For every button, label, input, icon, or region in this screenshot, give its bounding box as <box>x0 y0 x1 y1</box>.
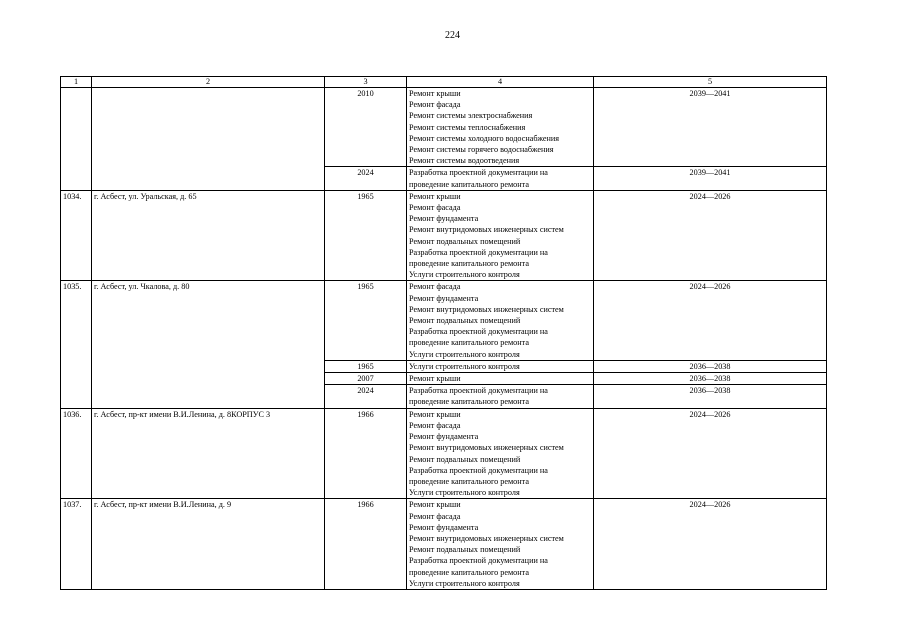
work-item: Ремонт системы теплоснабжения <box>409 122 526 132</box>
work-item: Ремонт подвальных помещений <box>409 316 521 326</box>
row-number: 1037. <box>61 499 92 590</box>
work-item: Разработка проектной документации на <box>409 327 548 337</box>
row-number: 1034. <box>61 190 92 281</box>
work-item: Ремонт фасада <box>409 282 461 292</box>
period-cell: 2024—2026 <box>594 190 827 281</box>
building-address <box>92 88 325 191</box>
table-row <box>61 408 827 499</box>
works-cell <box>407 190 594 281</box>
works-cell <box>407 385 594 408</box>
work-item: проведение капитального ремонта <box>409 259 529 269</box>
year-cell: 1966 <box>325 408 407 499</box>
row-number: 1036. <box>61 408 92 499</box>
row-number: 1035. <box>61 281 92 408</box>
works-cell <box>407 88 594 167</box>
work-item: Ремонт подвальных помещений <box>409 545 521 555</box>
work-item: проведение капитального ремонта <box>409 397 529 407</box>
building-address: г. Асбест, пр-кт имени В.И.Ленина, д. 9 <box>92 499 325 590</box>
work-item: проведение капитального ремонта <box>409 179 529 189</box>
work-item: Ремонт подвальных помещений <box>409 454 521 464</box>
period-cell: 2036—2038 <box>594 373 827 385</box>
building-address: г. Асбест, ул. Уральская, д. 65 <box>92 190 325 281</box>
header-col-1: 1 <box>61 77 92 88</box>
table-row <box>61 499 827 590</box>
work-item: Услуги строительного контроля <box>409 578 520 588</box>
work-item: Ремонт крыши <box>409 500 461 510</box>
year-cell: 1966 <box>325 499 407 590</box>
year-cell: 2024 <box>325 167 407 190</box>
table-row <box>61 281 827 360</box>
table-row <box>61 190 827 281</box>
header-col-2: 2 <box>92 77 325 88</box>
header-col-5: 5 <box>594 77 827 88</box>
table-header-row <box>61 77 827 88</box>
period-cell: 2024—2026 <box>594 281 827 360</box>
work-item: Разработка проектной документации на <box>409 247 548 257</box>
work-item: Ремонт фундамента <box>409 522 479 532</box>
work-item: Ремонт фасада <box>409 420 461 430</box>
work-item: Ремонт системы электроснабжения <box>409 111 533 121</box>
work-item: Ремонт фундамента <box>409 214 479 224</box>
period-cell: 2024—2026 <box>594 499 827 590</box>
works-cell <box>407 360 594 372</box>
building-address: г. Асбест, пр-кт имени В.И.Ленина, д. 8КОРПУС 3 <box>92 408 325 499</box>
works-cell <box>407 499 594 590</box>
period-cell: 2036—2038 <box>594 385 827 408</box>
work-item: Ремонт внутридомовых инженерных систем <box>409 225 564 235</box>
year-cell: 2010 <box>325 88 407 167</box>
year-cell: 2024 <box>325 385 407 408</box>
work-item: Разработка проектной документации на <box>409 556 548 566</box>
work-item: Услуги строительного контроля <box>409 488 520 498</box>
header-col-3: 3 <box>325 77 407 88</box>
period-cell: 2039—2041 <box>594 88 827 167</box>
works-cell <box>407 281 594 360</box>
work-item: Разработка проектной документации на <box>409 386 548 396</box>
work-item: Ремонт фундамента <box>409 293 479 303</box>
work-item: проведение капитального ремонта <box>409 476 529 486</box>
period-cell: 2039—2041 <box>594 167 827 190</box>
work-item: Услуги строительного контроля <box>409 349 520 359</box>
work-item: Ремонт фундамента <box>409 432 479 442</box>
work-item: Ремонт фасада <box>409 203 461 213</box>
works-cell <box>407 408 594 499</box>
period-cell: 2024—2026 <box>594 408 827 499</box>
building-address: г. Асбест, ул. Чкалова, д. 80 <box>92 281 325 408</box>
work-item: Разработка проектной документации на <box>409 465 548 475</box>
row-number <box>61 88 92 191</box>
year-cell: 1965 <box>325 281 407 360</box>
work-item: проведение капитального ремонта <box>409 338 529 348</box>
work-item: проведение капитального ремонта <box>409 567 529 577</box>
period-cell: 2036—2038 <box>594 360 827 372</box>
work-item: Ремонт фасада <box>409 100 461 110</box>
table-row <box>61 88 827 167</box>
works-cell <box>407 373 594 385</box>
work-item: Разработка проектной документации на <box>409 168 548 178</box>
work-item: Ремонт крыши <box>409 191 461 201</box>
page-number: 224 <box>445 30 460 41</box>
works-cell <box>407 167 594 190</box>
work-item: Услуги строительного контроля <box>409 361 520 371</box>
work-item: Ремонт крыши <box>409 374 461 384</box>
work-item: Ремонт системы горячего водоснабжения <box>409 145 554 155</box>
work-item: Ремонт системы холодного водоснабжения <box>409 133 560 143</box>
work-item: Ремонт системы водоотведения <box>409 156 520 166</box>
work-item: Ремонт фасада <box>409 511 461 521</box>
repair-schedule-table <box>60 76 827 590</box>
work-item: Ремонт крыши <box>409 89 461 98</box>
work-item: Услуги строительного контроля <box>409 270 520 280</box>
work-item: Ремонт подвальных помещений <box>409 236 521 246</box>
year-cell: 1965 <box>325 360 407 372</box>
year-cell: 2007 <box>325 373 407 385</box>
header-col-4: 4 <box>407 77 594 88</box>
year-cell: 1965 <box>325 190 407 281</box>
work-item: Ремонт внутридомовых инженерных систем <box>409 304 564 314</box>
work-item: Ремонт внутридомовых инженерных систем <box>409 443 564 453</box>
work-item: Ремонт внутридомовых инженерных систем <box>409 533 564 543</box>
work-item: Ремонт крыши <box>409 409 461 419</box>
